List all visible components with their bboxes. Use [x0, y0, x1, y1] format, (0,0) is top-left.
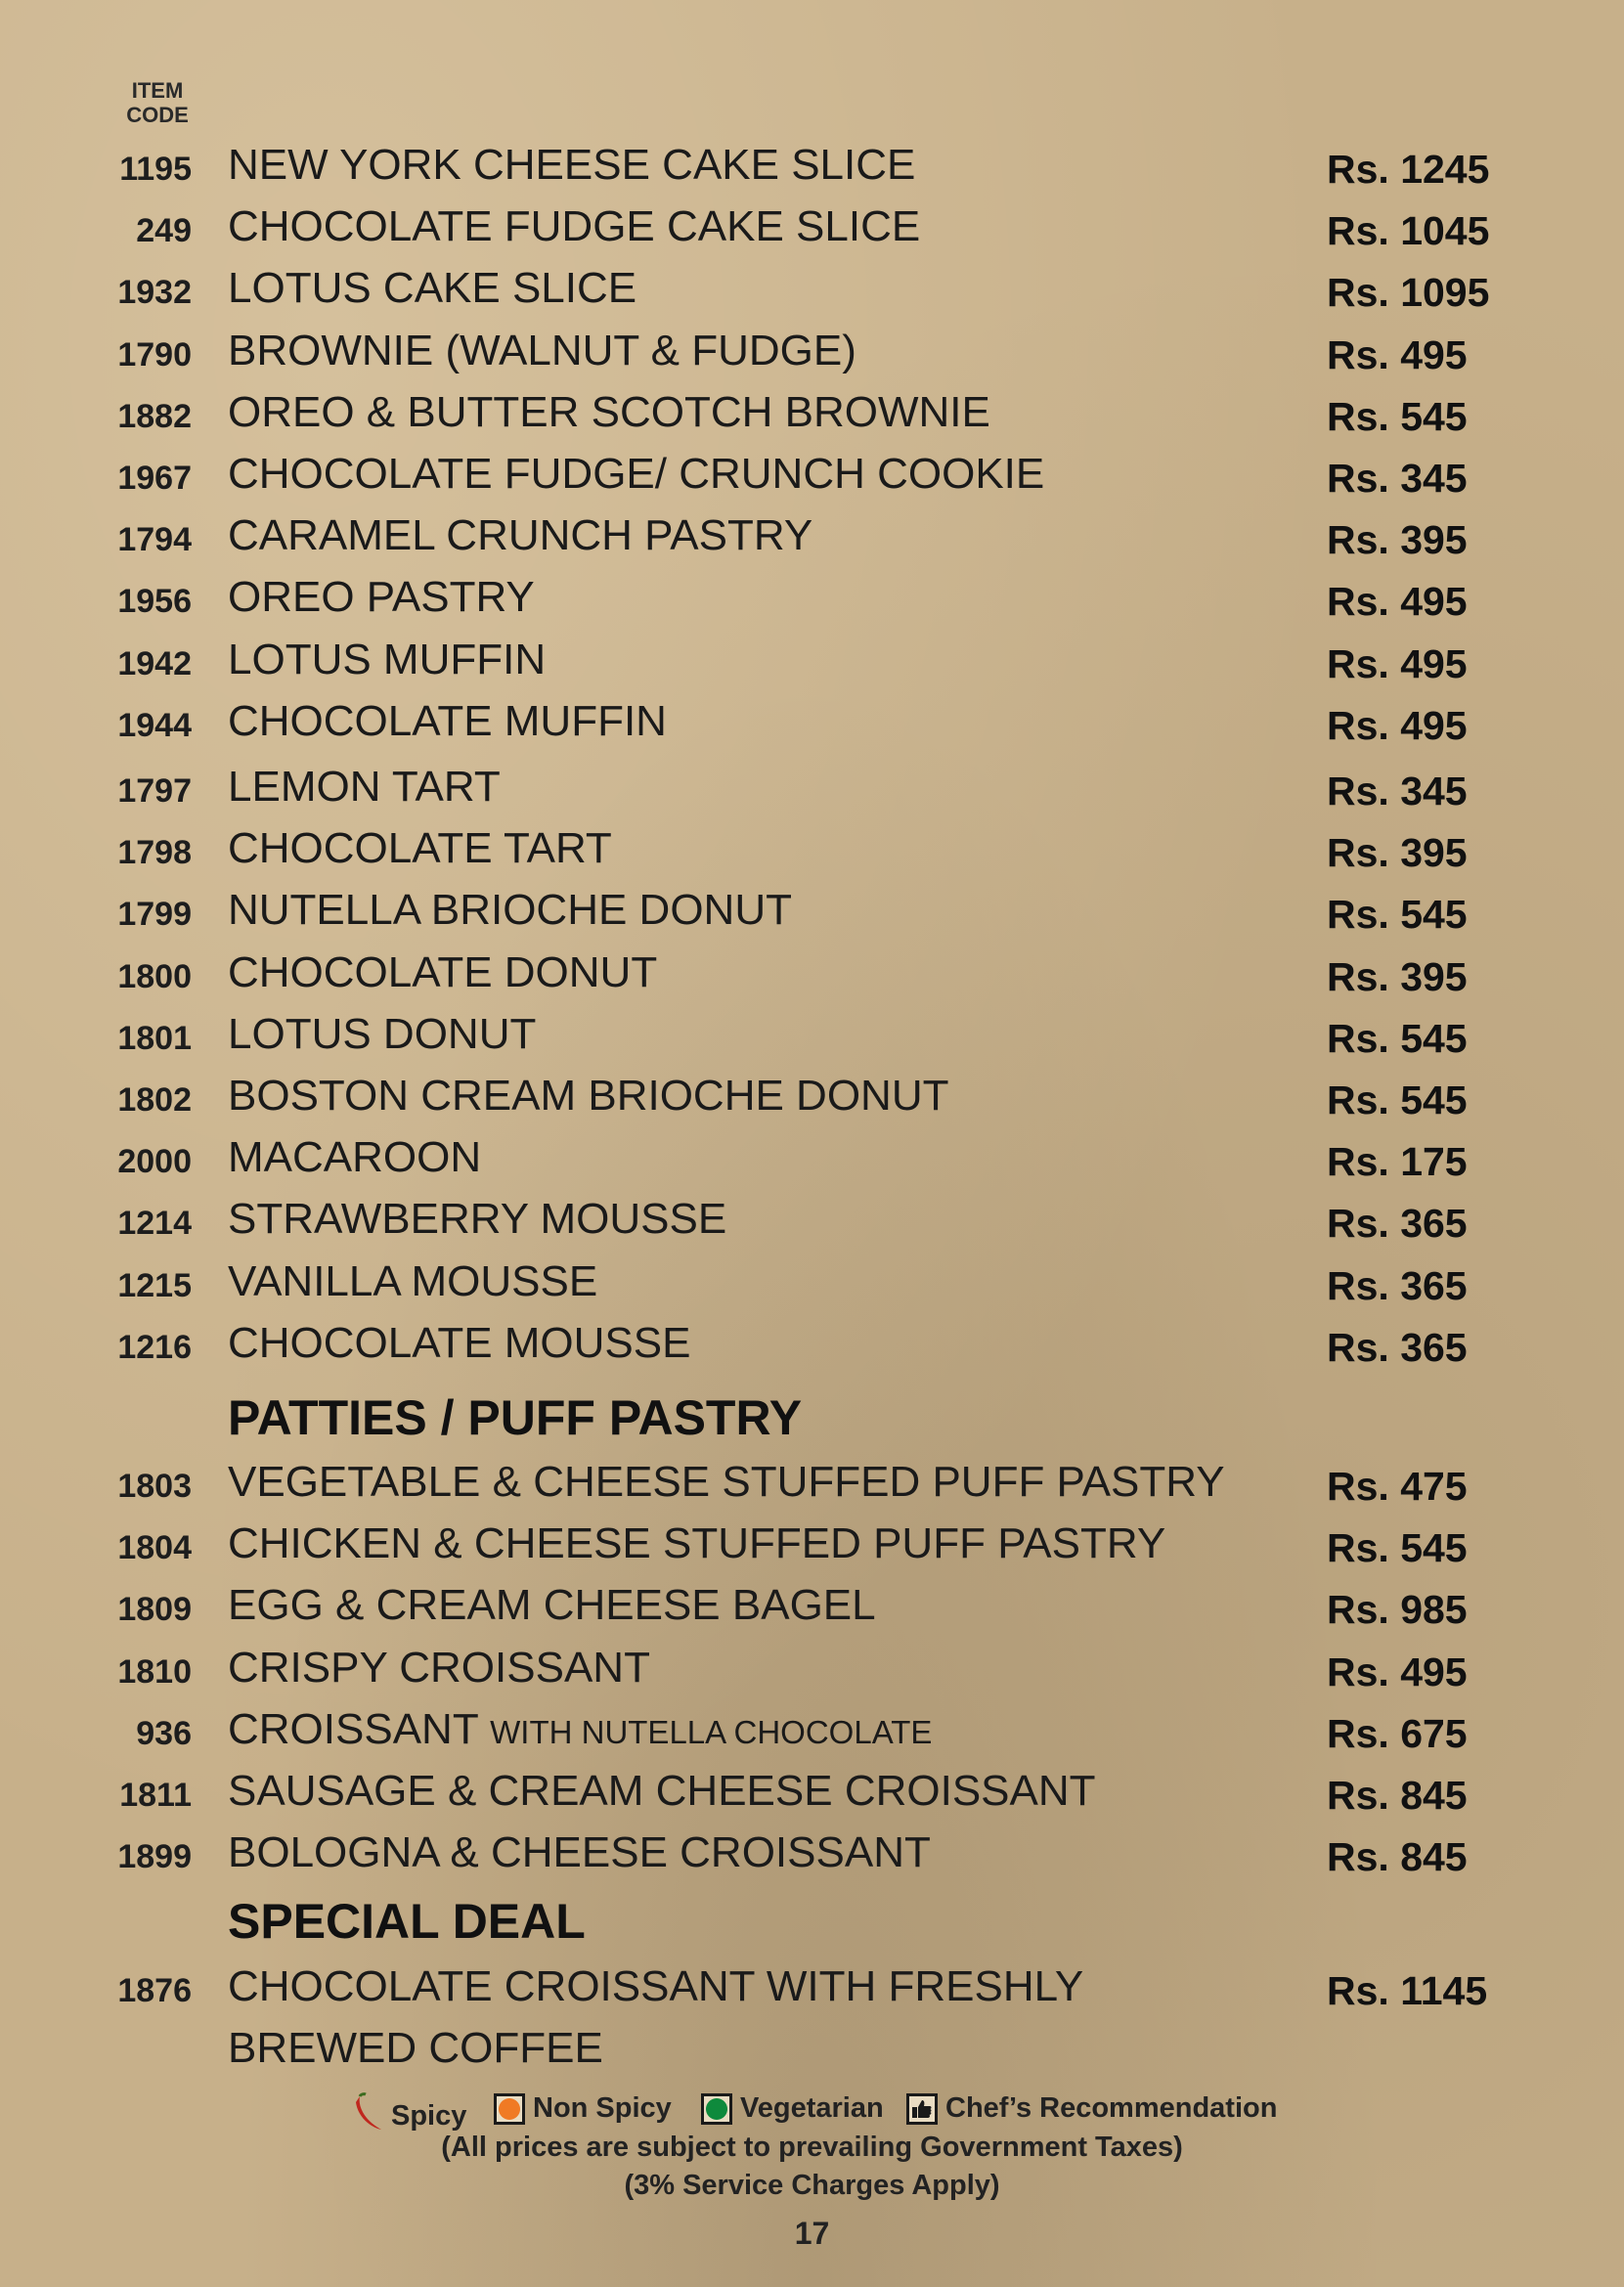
- item-code: 1956: [117, 583, 192, 621]
- item-code: 1899: [117, 1838, 192, 1876]
- item-name-text: OREO PASTRY: [228, 573, 535, 622]
- item-price: Rs. 1095: [1327, 270, 1490, 316]
- page-number: 17: [794, 2216, 830, 2251]
- item-code-header-line2: CODE: [126, 103, 189, 127]
- item-price: Rs. 175: [1327, 1139, 1468, 1185]
- item-name-text: CARAMEL CRUNCH PASTRY: [228, 511, 813, 560]
- item-name: [228, 1133, 481, 1182]
- item-code: 2000: [117, 1143, 192, 1181]
- item-price: Rs. 495: [1327, 1649, 1468, 1694]
- menu-item-row: [0, 446, 1624, 505]
- item-name: [228, 763, 501, 812]
- item-price: Rs. 1045: [1327, 208, 1490, 254]
- item-code: 1798: [117, 834, 192, 872]
- item-price: Rs. 495: [1327, 579, 1468, 625]
- legend-spicy-label: Spicy: [391, 2099, 467, 2132]
- item-price: Rs. 1245: [1327, 147, 1490, 192]
- item-name-text: CHICKEN & CHEESE STUFFED PUFF PASTRY: [228, 1519, 1166, 1568]
- item-code: 249: [136, 212, 192, 250]
- menu-item-row: [0, 1958, 1624, 2017]
- item-price: Rs. 495: [1327, 331, 1468, 377]
- item-price: Rs. 365: [1327, 1324, 1468, 1370]
- item-code: 1214: [117, 1205, 192, 1243]
- menu-item-row: [0, 1640, 1624, 1698]
- menu-item-row: [0, 1516, 1624, 1574]
- item-price: Rs. 675: [1327, 1710, 1468, 1756]
- item-name-text: LOTUS DONUT: [228, 1009, 537, 1058]
- item-name: [228, 1195, 726, 1244]
- legend-non-spicy-label: Non Spicy: [533, 2092, 672, 2124]
- menu-item-row: [0, 1701, 1624, 1760]
- item-price: Rs. 365: [1327, 1262, 1468, 1308]
- item-name-text: CHOCOLATE TART: [228, 824, 612, 873]
- tax-note: (All prices are subject to prevailing Government Taxes): [441, 2132, 1183, 2163]
- item-name: [228, 1581, 876, 1630]
- vegetarian-dot: [706, 2098, 727, 2120]
- item-name: [228, 1257, 597, 1306]
- menu-item-row: [0, 1763, 1624, 1822]
- item-price: Rs. 545: [1327, 1015, 1468, 1061]
- non-spicy-dot: [499, 2098, 520, 2120]
- item-price: Rs. 345: [1327, 456, 1468, 501]
- menu-item-row: [0, 945, 1624, 1003]
- item-code: 1942: [117, 644, 192, 682]
- legend-chef: [906, 2092, 1277, 2125]
- item-name-text: CHOCOLATE FUDGE CAKE SLICE: [228, 202, 921, 251]
- item-name-text: NEW YORK CHEESE CAKE SLICE: [228, 141, 916, 189]
- menu-item-row: [0, 1454, 1624, 1513]
- item-name: [228, 1828, 931, 1877]
- legend: [0, 2089, 1624, 2132]
- item-price: Rs. 845: [1327, 1773, 1468, 1818]
- item-name-text: VEGETABLE & CHEESE STUFFED PUFF PASTRY: [228, 1458, 1225, 1506]
- menu-item-row: [0, 1006, 1624, 1065]
- item-price: Rs. 545: [1327, 892, 1468, 938]
- item-name: [228, 511, 812, 560]
- menu-item-row: [0, 693, 1624, 752]
- item-price: Rs. 845: [1327, 1834, 1468, 1880]
- item-name: [228, 1010, 536, 1059]
- item-name: [228, 636, 546, 684]
- item-code: 936: [136, 1714, 192, 1752]
- menu-item-row: [0, 323, 1624, 381]
- item-name: [228, 327, 856, 375]
- item-price: Rs. 545: [1327, 393, 1468, 439]
- item-price: Rs. 475: [1327, 1464, 1468, 1509]
- item-name-text: SAUSAGE & CREAM CHEESE CROISSANT: [228, 1767, 1096, 1815]
- item-code: 1809: [117, 1591, 192, 1629]
- item-name-text: LOTUS CAKE SLICE: [228, 264, 637, 313]
- section-title-special-deal: SPECIAL DEAL: [228, 1894, 586, 1949]
- item-name: [228, 1644, 650, 1693]
- thumbs-up-icon: [906, 2093, 938, 2125]
- item-name-text: CRISPY CROISSANT: [228, 1643, 650, 1692]
- item-code-header: [123, 78, 192, 127]
- menu-item-row: [0, 198, 1624, 257]
- menu-item-row: [0, 137, 1624, 196]
- item-code: 1802: [117, 1081, 192, 1119]
- item-name: [228, 697, 667, 746]
- item-code: 1794: [117, 521, 192, 559]
- item-code: 1804: [117, 1529, 192, 1567]
- item-name-text: CHOCOLATE MUFFIN: [228, 696, 667, 745]
- vegetarian-icon: [701, 2093, 732, 2125]
- item-name-text: STRAWBERRY MOUSSE: [228, 1195, 727, 1244]
- item-name-subtext: WITH NUTELLA CHOCOLATE: [490, 1713, 933, 1750]
- item-code-header-line1: ITEM: [131, 78, 184, 103]
- item-name-text: BOLOGNA & CHEESE CROISSANT: [228, 1828, 931, 1877]
- item-name: [228, 450, 1044, 499]
- item-code: 1876: [117, 1972, 192, 2009]
- menu-item-row: [0, 507, 1624, 566]
- item-code: 1803: [117, 1468, 192, 1505]
- menu-item-row: [0, 632, 1624, 690]
- menu-item-row: [0, 882, 1624, 941]
- item-price: Rs. 985: [1327, 1587, 1468, 1633]
- item-code: 1932: [117, 274, 192, 312]
- item-price: Rs. 395: [1327, 953, 1468, 999]
- item-name: [228, 1705, 932, 1754]
- item-code: 1799: [117, 896, 192, 934]
- item-code: 1882: [117, 397, 192, 435]
- item-price: Rs. 395: [1327, 830, 1468, 876]
- item-name: [228, 388, 990, 437]
- item-code: 1216: [117, 1328, 192, 1366]
- item-name-text: CHOCOLATE MOUSSE: [228, 1318, 691, 1367]
- service-charge-note: (3% Service Charges Apply): [624, 2170, 1000, 2201]
- menu-item-row: [0, 1315, 1624, 1374]
- non-spicy-icon: [494, 2093, 525, 2125]
- item-name: [228, 1767, 1096, 1816]
- item-name-text: EGG & CREAM CHEESE BAGEL: [228, 1581, 876, 1630]
- item-code: 1800: [117, 957, 192, 995]
- item-price: Rs. 495: [1327, 640, 1468, 686]
- item-name-text: BROWNIE (WALNUT & FUDGE): [228, 326, 856, 374]
- item-name-text: OREO & BUTTER SCOTCH BROWNIE: [228, 387, 990, 436]
- item-price: Rs. 395: [1327, 517, 1468, 563]
- item-code: 1195: [119, 151, 192, 188]
- item-code: 1967: [117, 460, 192, 497]
- item-name: [228, 948, 657, 997]
- item-code: 1215: [117, 1266, 192, 1304]
- menu-item-row: [0, 1253, 1624, 1312]
- item-name-text: CHOCOLATE FUDGE/ CRUNCH COOKIE: [228, 450, 1045, 498]
- menu-item-row: [0, 1068, 1624, 1126]
- item-name: [228, 1319, 690, 1368]
- legend-chef-label: Chef’s Recommendation: [945, 2092, 1278, 2124]
- menu-item-row: [0, 1577, 1624, 1636]
- item-code: 1811: [119, 1777, 192, 1814]
- item-name: [228, 824, 612, 873]
- item-name-text: VANILLA MOUSSE: [228, 1256, 598, 1305]
- item-code: 1790: [117, 335, 192, 374]
- legend-non-spicy: [494, 2092, 672, 2125]
- item-name: [228, 573, 535, 622]
- section-title-patties: PATTIES / PUFF PASTRY: [228, 1390, 803, 1445]
- item-name: [228, 1072, 948, 1121]
- item-price: Rs. 495: [1327, 702, 1468, 748]
- menu-item-row: [0, 1191, 1624, 1250]
- item-name-continued: BREWED COFFEE: [228, 2024, 603, 2072]
- item-name: [228, 141, 915, 190]
- item-price: Rs. 365: [1327, 1201, 1468, 1247]
- item-code: 1801: [117, 1019, 192, 1057]
- item-price: Rs. 345: [1327, 769, 1468, 814]
- item-price: Rs. 545: [1327, 1525, 1468, 1571]
- item-name-text: CROISSANT: [228, 1704, 478, 1753]
- item-code: 1810: [117, 1652, 192, 1691]
- item-price: Rs. 1145: [1327, 1968, 1488, 2013]
- menu-item-row: [0, 1129, 1624, 1188]
- item-name-text: NUTELLA BRIOCHE DONUT: [228, 886, 792, 935]
- item-name: [228, 264, 636, 313]
- item-price: Rs. 545: [1327, 1078, 1468, 1122]
- legend-vegetarian: [701, 2092, 884, 2125]
- menu-item-row: [0, 260, 1624, 319]
- menu-item-row: [0, 1825, 1624, 1883]
- legend-vegetarian-label: Vegetarian: [740, 2092, 884, 2124]
- item-code: 1797: [117, 772, 192, 810]
- item-name: [228, 202, 920, 251]
- menu-item-row: [0, 820, 1624, 879]
- item-name: [228, 1458, 1225, 1507]
- item-name-text: LEMON TART: [228, 763, 501, 811]
- item-name: [228, 886, 792, 935]
- item-name: [228, 1519, 1165, 1568]
- menu-item-row: [0, 384, 1624, 443]
- item-code: 1944: [117, 706, 192, 744]
- item-name-text: CHOCOLATE DONUT: [228, 947, 658, 996]
- item-name-text: MACAROON: [228, 1133, 482, 1182]
- menu-item-row: [0, 759, 1624, 817]
- menu-item-row: [0, 569, 1624, 628]
- item-name-text: BOSTON CREAM BRIOCHE DONUT: [228, 1072, 949, 1120]
- item-name-text: LOTUS MUFFIN: [228, 635, 547, 683]
- item-name: CHOCOLATE CROISSANT WITH FRESHLY: [228, 1962, 1084, 2010]
